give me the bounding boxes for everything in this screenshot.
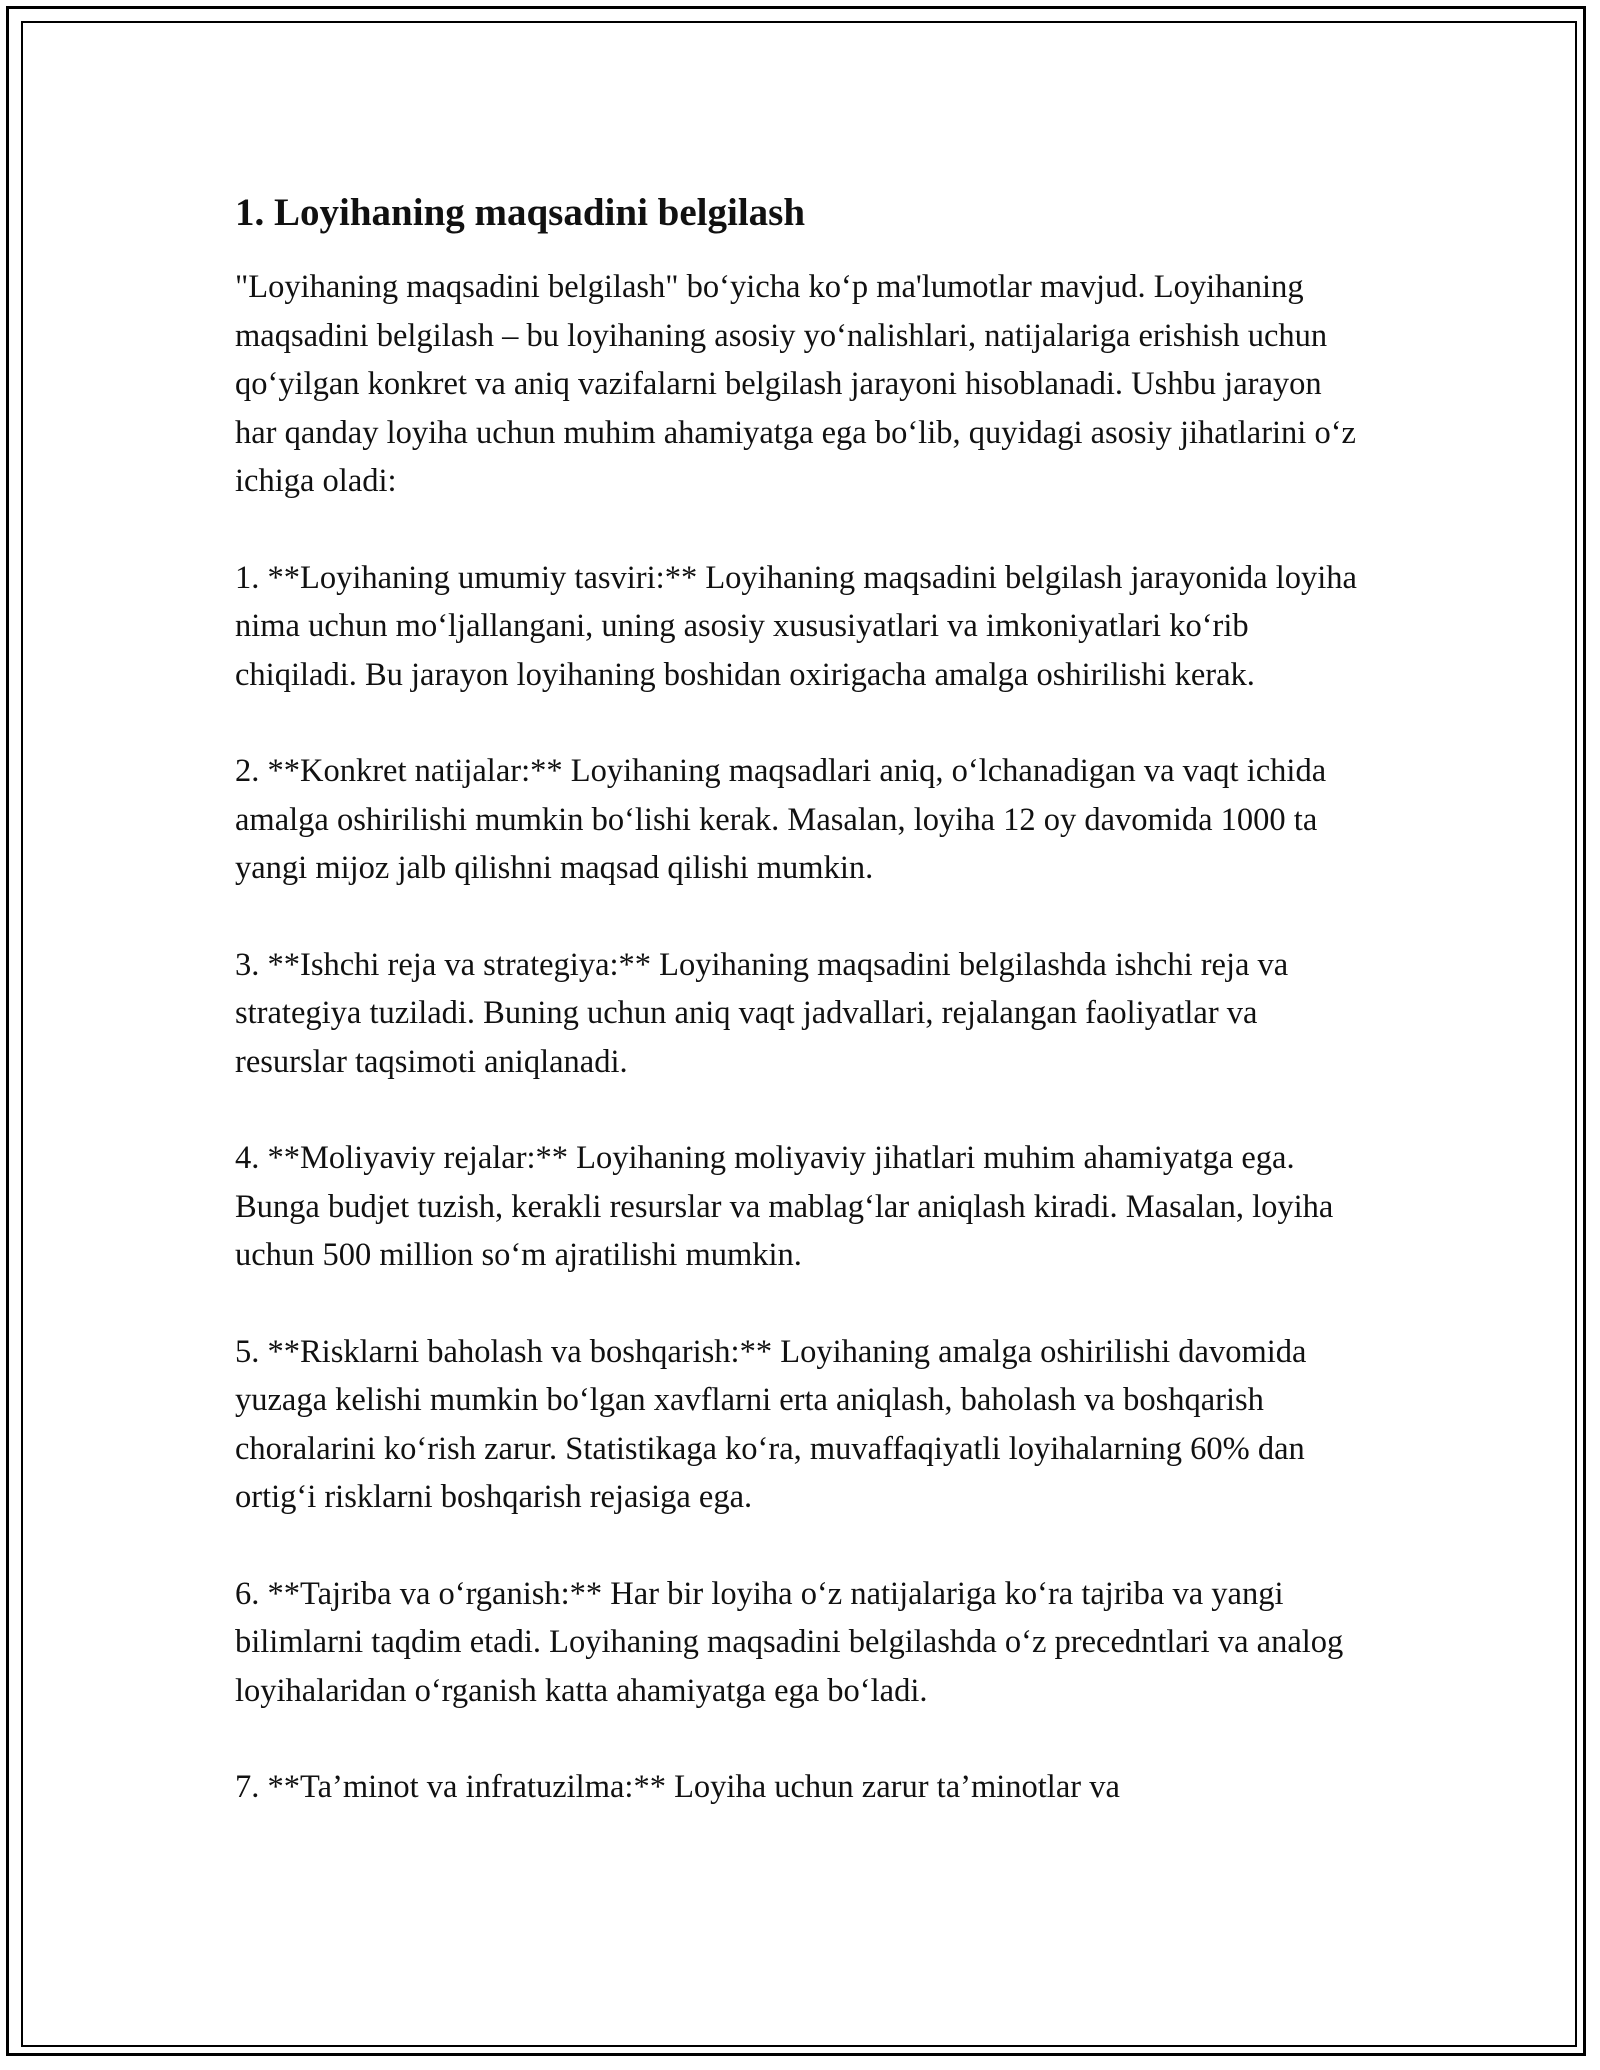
intro-paragraph: "Loyihaning maqsadini belgilash" bo‘yicha ko‘p ma'lumotlar mavjud. Loyihaning maqsadini belgilash – bu loyihaning asosiy yo‘nalishlari, natijalariga erishish uchun qo‘yilgan konkret va aniq vazifalarni belgilash jarayoni hisoblanadi. Ushbu jarayon har qanday loyiha uchun muhim ahamiyatga ega bo‘lib, quyidagi asosiy jihatlarini o‘z ichiga oladi:	[235, 269, 1356, 499]
list-item: 6. **Tajriba va o‘rganish:** Har bir loyiha o‘z natijalariga ko‘ra tajriba va yangi bilimlarni taqdim etadi. Loyihaning maqsadini belgilashda o‘z precedntlari va analog loyihalaridan o‘rganish katta ahamiyatga ega bo‘ladi.	[235, 1575, 1344, 1709]
list-item: 3. **Ishchi reja va strategiya:** Loyihaning maqsadini belgilashda ishchi reja va strategiya tuziladi. Buning uchun aniq vaqt jadvallari, rejalangan faoliyatlar va resurslar taqsimoti aniqlanadi.	[235, 946, 1289, 1080]
list-item: 5. **Risklarni baholash va boshqarish:** Loyihaning amalga oshirilishi davomida yuzaga kelishi mumkin bo‘lgan xavflarni erta aniqlash, baholash va boshqarish choralarini ko‘rish zarur. Statistikaga ko‘ra, muvaffaqiyatli loyihalarning 60% dan ortig‘i risklarni boshqarish rejasiga ega.	[235, 1333, 1307, 1515]
list-item: 1. **Loyihaning umumiy tasviri:** Loyihaning maqsadini belgilash jarayonida loyiha nima uchun mo‘ljallangani, uning asosiy xususiyatlari va imkoniyatlari ko‘rib chiqiladi. Bu jarayon loyihaning boshidan oxirigacha amalga oshirilishi kerak.	[235, 559, 1357, 693]
list-item: 7. **Ta’minot va infratuzilma:** Loyiha uchun zarur ta’minotlar va	[235, 1769, 1120, 1805]
list-item: 4. **Moliyaviy rejalar:** Loyihaning moliyaviy jihatlari muhim ahamiyatga ega. Bunga budjet tuzish, kerakli resurslar va mablag‘lar aniqlash kiradi. Masalan, loyiha uchun 500 million so‘m ajratilishi mumkin.	[235, 1140, 1334, 1273]
section-heading: 1. Loyihaning maqsadini belgilash	[235, 191, 806, 234]
document-body	[235, 185, 1370, 1860]
list-item: 2. **Konkret natijalar:** Loyihaning maqsadlari aniq, o‘lchanadigan va vaqt ichida amalga oshirilishi mumkin bo‘lishi kerak. Masalan, loyiha 12 oy davomida 1000 ta yangi mijoz jalb qilishni maqsad qilishi mumkin.	[235, 753, 1327, 886]
